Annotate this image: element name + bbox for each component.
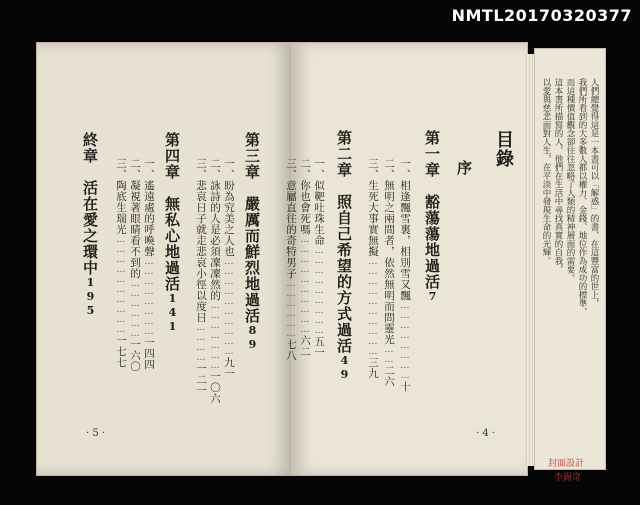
chapter-1-item-3: 三、生死大事實無擬…………………………三九 [367, 158, 379, 379]
chapter-2-item-1: 一、似靶吐珠生命………………………五一 [313, 158, 325, 358]
next-page-line-3: 而這種價值觀念卻往往忽略了人類的精神層面的需要。 [565, 78, 575, 282]
preface-label: 序 [455, 160, 473, 176]
right-page-number: · 4 · [476, 428, 496, 439]
chapter-3-item-2: 二、詠詩的人是必須凜凜然的…………………一〇六 [209, 158, 221, 404]
stamp-line-1: 封面設計 [548, 459, 585, 469]
next-page-line-1: 人們總覺得這是一本書可以「解惑」的書，在這豐富的世上， [589, 78, 599, 308]
final-chapter-heading: 終章 活在愛之環中195 [81, 132, 99, 318]
chapter-1-heading: 第一章 豁蕩蕩地過活7 [423, 130, 441, 304]
chapter-2-item-3: 三、意屬直往的奇特男子………………七八 [285, 158, 297, 361]
chapter-1-item-1: 一、相逢飄雪裏，相別雪又飄……………………十 [399, 158, 411, 392]
chapter-4-item-1: 一、遙遠處的呼喚聲……………………一四四 [143, 158, 155, 370]
stamp-line-2: 李錫奇 [554, 473, 582, 483]
archive-id-label: NMTL20170320377 [451, 6, 632, 25]
chapter-2-heading: 第二章 照自己希望的方式過活49 [335, 130, 353, 382]
chapter-3-heading: 第三章 嚴厲而鮮烈地過活89 [243, 132, 261, 352]
chapter-3-item-1: 一、盼為究美之人也…………………………九一 [223, 158, 235, 379]
open-book [36, 38, 604, 478]
next-page-line-5: 以愛與慈悲面對人生，在平淡中發現生命的光輝。 [541, 78, 551, 265]
chapter-3-item-3: 三、悲哀日子就走悲哀小徑以度日…………一二一 [195, 158, 207, 396]
chapter-1-item-2: 二、無明之兩間者，依然無明而問靈光……二六 [383, 158, 395, 387]
chapter-2-item-2: 二、你也會死嗎…………………………六二 [299, 158, 311, 357]
chapter-4-heading: 第四章 無私心地過活141 [163, 132, 181, 334]
next-page-line-4: 這本書所描寫的人，他們在生活中尋找真實的自我， [553, 78, 563, 274]
toc-title: 目錄 [493, 130, 514, 168]
chapter-4-item-2: 二、凝視著眼睛看不到的………………一六〇 [129, 158, 141, 372]
chapter-4-item-3: 三、陶底生瑞光…………………………一七七 [115, 158, 127, 368]
left-page-number: · 5 · [86, 428, 106, 439]
next-page-line-2: 我們所看到的大多數人都以權力、金錢、地位作為成功的標準， [577, 78, 587, 316]
